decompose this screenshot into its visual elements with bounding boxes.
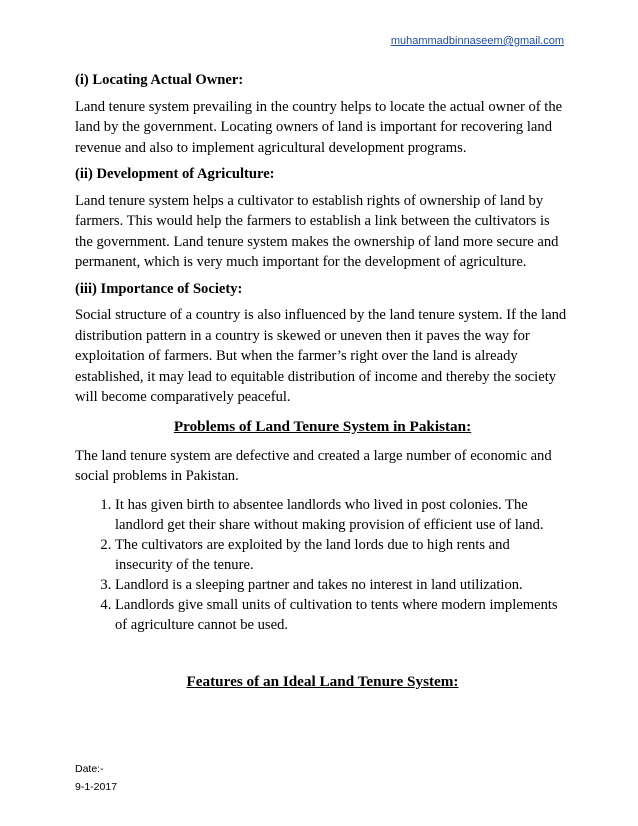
section-heading-importance-society: (iii) Importance of Society:	[75, 280, 243, 297]
date-label: Date:-	[75, 763, 104, 775]
problems-list	[75, 495, 570, 635]
author-email-link[interactable]: muhammadbinnaseem@gmail.com	[390, 35, 564, 47]
list-item: 3. Landlord is a sleeping partner and takes no interest in land utilization.	[115, 575, 570, 595]
section-heading-locating-owner: (i) Locating Actual Owner:	[75, 72, 244, 88]
features-heading: Features of an Ideal Land Tenure System:	[186, 672, 459, 690]
section-body-development-agriculture: Land tenure system helps a cultivator to establish rights of ownership of land by farmers. This would help the farmers to establish a link between the cultivators is the government. Land tenure system makes the ownership of land more secure and permanent, which is very much important for the development of agriculture.	[75, 192, 559, 270]
problems-heading: Problems of Land Tenure System in Pakistan:	[173, 417, 472, 435]
list-item: 2. The cultivators are exploited by the land lords due to high rents and insecurity of the tenure.	[115, 535, 570, 575]
section-body-importance-society: Social structure of a country is also influenced by the land tenure system. If the land distribution pattern in a country is skewed or uneven then it paves the way for exploitation of farmers. But when the farmer’s right over the land is already established, it may lead to equitable distribution of income and thereby the society will become comparatively peaceful.	[75, 307, 567, 405]
list-item: 1. It has given birth to absentee landlords who lived in post colonies. The landlord get their share without making provision of efficient use of land.	[115, 495, 570, 535]
problems-intro: The land tenure system are defective and created a large number of economic and social problems in Pakistan.	[75, 447, 552, 484]
date-value: 9-1-2017	[75, 781, 118, 793]
footer-date	[75, 760, 117, 796]
section-body-locating-owner: Land tenure system prevailing in the country helps to locate the actual owner of the land by the government. Locating owners of land is important for recovering land revenue and also to implement agricultural development programs.	[75, 98, 563, 156]
document-body	[75, 70, 570, 693]
section-heading-development-agriculture: (ii) Development of Agriculture:	[75, 166, 275, 182]
list-item: 4. Landlords give small units of cultivation to tents where modern implements of agriculture cannot be used.	[115, 595, 570, 635]
